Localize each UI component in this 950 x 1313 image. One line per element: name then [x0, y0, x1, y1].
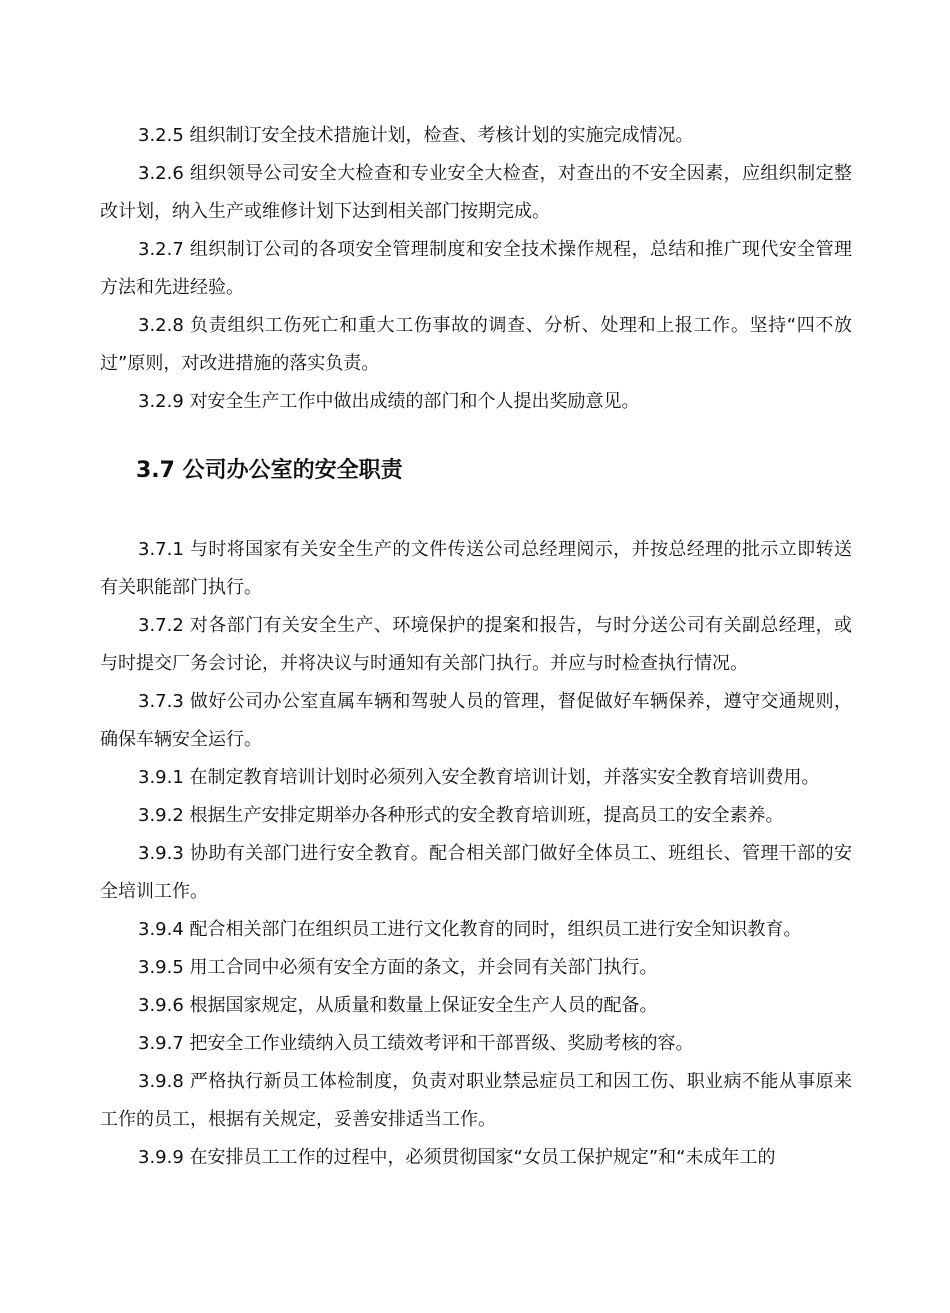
paragraph-3-2-7: 3.2.7 组织制订公司的各项安全管理制度和安全技术操作规程，总结和推广现代安全管理方法和先进经验。 [100, 239, 852, 298]
paragraph-3-9-5: 3.9.5 用工合同中必须有安全方面的条文，并会同有关部门执行。 [138, 957, 658, 978]
paragraph-3-9-8: 3.9.8 严格执行新员工体检制度，负责对职业禁忌症员工和因工伤、职业病不能从事原来工作的员工，根据有关规定，妥善安排适当工作。 [100, 1071, 852, 1130]
paragraph-3-2-9: 3.2.9 对安全生产工作中做出成绩的部门和个人提出奖励意见。 [138, 391, 640, 412]
paragraph-3-7-1: 3.7.1 与时将国家有关安全生产的文件传送公司总经理阅示，并按总经理的批示立即转送有关职能部门执行。 [100, 539, 852, 598]
paragraph-3-9-4: 3.9.4 配合相关部门在组织员工进行文化教育的同时，组织员工进行安全知识教育。 [138, 919, 802, 940]
paragraph-3-9-1: 3.9.1 在制定教育培训计划时必须列入安全教育培训计划，并落实安全教育培训费用。 [138, 767, 820, 788]
paragraph-3-2-5: 3.2.5 组织制订安全技术措施计划，检查、考核计划的实施完成情况。 [138, 125, 694, 146]
paragraph-3-9-2: 3.9.2 根据生产安排定期举办各种形式的安全教育培训班，提高员工的安全素养。 [138, 805, 784, 826]
paragraph-3-9-6: 3.9.6 根据国家规定，从质量和数量上保证安全生产人员的配备。 [138, 995, 658, 1016]
paragraph-3-9-9: 3.9.9 在安排员工工作的过程中，必须贯彻国家“女员工保护规定”和“未成年工的 [138, 1147, 776, 1168]
paragraph-3-2-6: 3.2.6 组织领导公司安全大检查和专业安全大检查，对查出的不安全因素，应组织制定整改计划，纳入生产或维修计划下达到相关部门按期完成。 [100, 163, 852, 222]
paragraph-3-2-8: 3.2.8 负责组织工伤死亡和重大工伤事故的调查、分析、处理和上报工作。坚持“四不放过”原则，对改进措施的落实负责。 [100, 315, 852, 374]
paragraph-3-7-3: 3.7.3 做好公司办公室直属车辆和驾驶人员的管理，督促做好车辆保养，遵守交通规则，确保车辆安全运行。 [100, 691, 852, 750]
paragraph-3-7-2: 3.7.2 对各部门有关安全生产、环境保护的提案和报告，与时分送公司有关副总经理，或与时提交厂务会讨论，并将决议与时通知有关部门执行。并应与时检查执行情况。 [100, 615, 852, 674]
section-heading-3-7: 3.7 公司办公室的安全职责 [136, 458, 403, 483]
paragraph-3-9-3: 3.9.3 协助有关部门进行安全教育。配合相关部门做好全体员工、班组长、管理干部的安全培训工作。 [100, 843, 852, 902]
paragraph-3-9-7: 3.9.7 把安全工作业绩纳入员工绩效考评和干部晋级、奖励考核的容。 [138, 1033, 694, 1054]
document-page [100, 117, 852, 1177]
